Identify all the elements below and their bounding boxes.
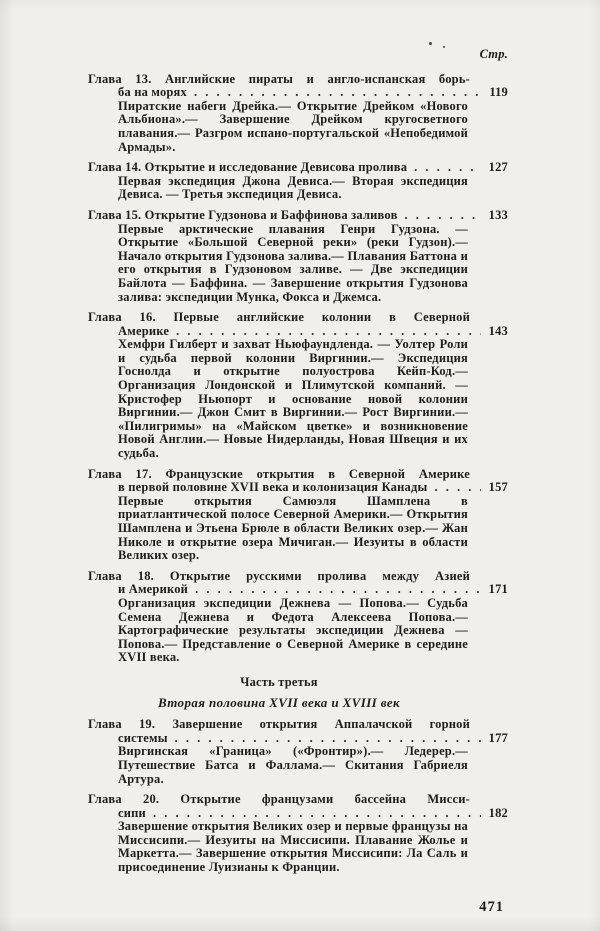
- entry-title-line: сипи: [118, 805, 146, 820]
- dot-leader: [434, 481, 481, 495]
- entry-description: Хемфри Гилберт и захват Ньюфаундленда. — Уолтер Роли и судьба первой колонии Виргинии.— Экспедиция Госнолда и открытие полуострова Кейп-Код.— Организация Лондонской и Плимутской компаний. — Кристофер Ньюпорт и основание новой колонии Виргинии.— Джон Смит в Виргинии.— Рост Виргинии.— «Пилигримы» на «Майском цветке» и возникновение Новой Англии.— Новые Нидерланды, Новая Швеция и их судьба.: [118, 337, 468, 461]
- entry-title-line: Глава 20. Открытие французами бассейна Мисси-: [88, 792, 470, 807]
- entry-title-lastline: [118, 86, 508, 100]
- dot-leader: [153, 807, 481, 821]
- table-of-contents: [88, 48, 508, 882]
- entry-title-line: Глава 16. Первые английские колонии в Северной: [88, 310, 470, 325]
- entry-title-line: и Америкой: [118, 582, 189, 597]
- entry-title-line: Глава 17. Французские открытия в Северной Америке: [88, 466, 470, 481]
- entry-title-line: ба на морях: [118, 85, 187, 100]
- entry-description: Пиратские набеги Дрейка.— Открытие Дрейком «Нового Альбиона».— Завершение Дрейком кругосветного плавания.— Разгром испано-португальской «Непобедимой Армады».: [118, 98, 468, 154]
- dot-leader: [176, 325, 481, 339]
- entry-title-line: Глава 15. Открытие Гудзонова и Баффинова заливов: [88, 207, 398, 222]
- entry-title-lastline: [118, 481, 508, 495]
- entry-title-lastline: [88, 209, 508, 223]
- entry-title-lastline: [118, 583, 508, 597]
- entry-page-number: 133: [488, 207, 508, 222]
- entry-title-lastline: [88, 161, 508, 175]
- toc-entry: [88, 73, 508, 155]
- entry-page-number: 127: [488, 160, 508, 175]
- dot-leader: [175, 732, 481, 746]
- toc-entry: [88, 209, 508, 304]
- entry-description: Организация экспедиции Дежнева — Попова.— Судьба Семена Дежнева и Федота Алексеева Попова.— Картографические результаты экспедиции Дежнева — Попова.— Представление о Северной Америке в середине XVII века.: [118, 595, 468, 665]
- entry-description: Завершение открытия Великих озер и первые французы на Миссисипи.— Иезуиты на Миссисипи. Плавание Жолье и Маркетта.— Завершение открытия Миссисипи: Ла Саль и присоединение Луизианы к Франции.: [118, 819, 468, 875]
- part-heading: Часть третья: [240, 674, 318, 689]
- toc-entry: [88, 793, 508, 875]
- entry-page-number: 143: [488, 323, 508, 338]
- entry-title-line: в первой половине XVII века и колонизация Канады: [118, 480, 428, 495]
- entry-page-number: 171: [488, 582, 508, 597]
- toc-entry: [88, 570, 508, 665]
- entry-title-line: Глава 19. Завершение открытия Аппалачской горной: [88, 717, 470, 732]
- dot-leader: [405, 209, 481, 223]
- part-subheading: Вторая половина XVII века и XVIII век: [157, 694, 400, 710]
- entry-title-line: Глава 18. Открытие русскими пролива между Азией: [88, 568, 470, 583]
- entry-title-line: Глава 14. Открытие и исследование Девисова пролива: [88, 160, 408, 175]
- scan-artifact: [429, 42, 432, 45]
- page-number: 471: [479, 899, 504, 915]
- entry-page-number: 119: [489, 85, 508, 100]
- entry-title-lastline: [118, 807, 508, 821]
- dot-leader: [194, 86, 481, 100]
- toc-entry: [88, 311, 508, 461]
- entry-title-line: системы: [118, 730, 168, 745]
- entry-page-number: 177: [488, 730, 508, 745]
- dot-leader: [195, 583, 481, 597]
- page-column-label: Стр.: [479, 47, 508, 61]
- entry-title-lastline: [118, 732, 508, 746]
- toc-entry: [88, 468, 508, 563]
- entry-description: Первые арктические плавания Генри Гудзона. — Открытие «Большой Северной реки» (реки Гудзон).— Начало открытия Гудзонова залива.— Плавания Баттона и его открытия в Гудзоновом заливе. — Две экспедиции Байлота — Баффина. — Завершение открытия Гудзонова залива: экспедиции Мунка, Фокса и Джемса.: [118, 221, 468, 304]
- entry-page-number: 182: [488, 805, 508, 820]
- entry-description: Виргинская «Граница» («Фронтир»).— Ледерер.— Путешествие Батса и Фаллама.— Скитания Габриеля Артура.: [118, 744, 468, 786]
- entry-description: Первые открытия Самюэля Шамплена в приатлантической полосе Северной Америки.— Открытия Шамплена и Этьена Брюле в области Великих озер.— Жан Николе и открытие озера Мичиган.— Иезуиты в области Великих озер.: [118, 493, 468, 563]
- part-heading-block: [88, 676, 470, 709]
- entry-page-number: 157: [488, 480, 508, 495]
- entry-title-lastline: [118, 325, 508, 339]
- entry-title-line: Глава 13. Английские пираты и англо-испанская борь-: [88, 71, 470, 86]
- entry-title-line: Америке: [118, 323, 170, 338]
- entry-description: Первая экспедиция Джона Девиса.— Вторая экспедиция Девиса. — Третья экспедиция Девиса.: [118, 173, 468, 202]
- dot-leader: [414, 161, 481, 175]
- toc-entry: [88, 161, 508, 202]
- toc-entry: [88, 718, 508, 786]
